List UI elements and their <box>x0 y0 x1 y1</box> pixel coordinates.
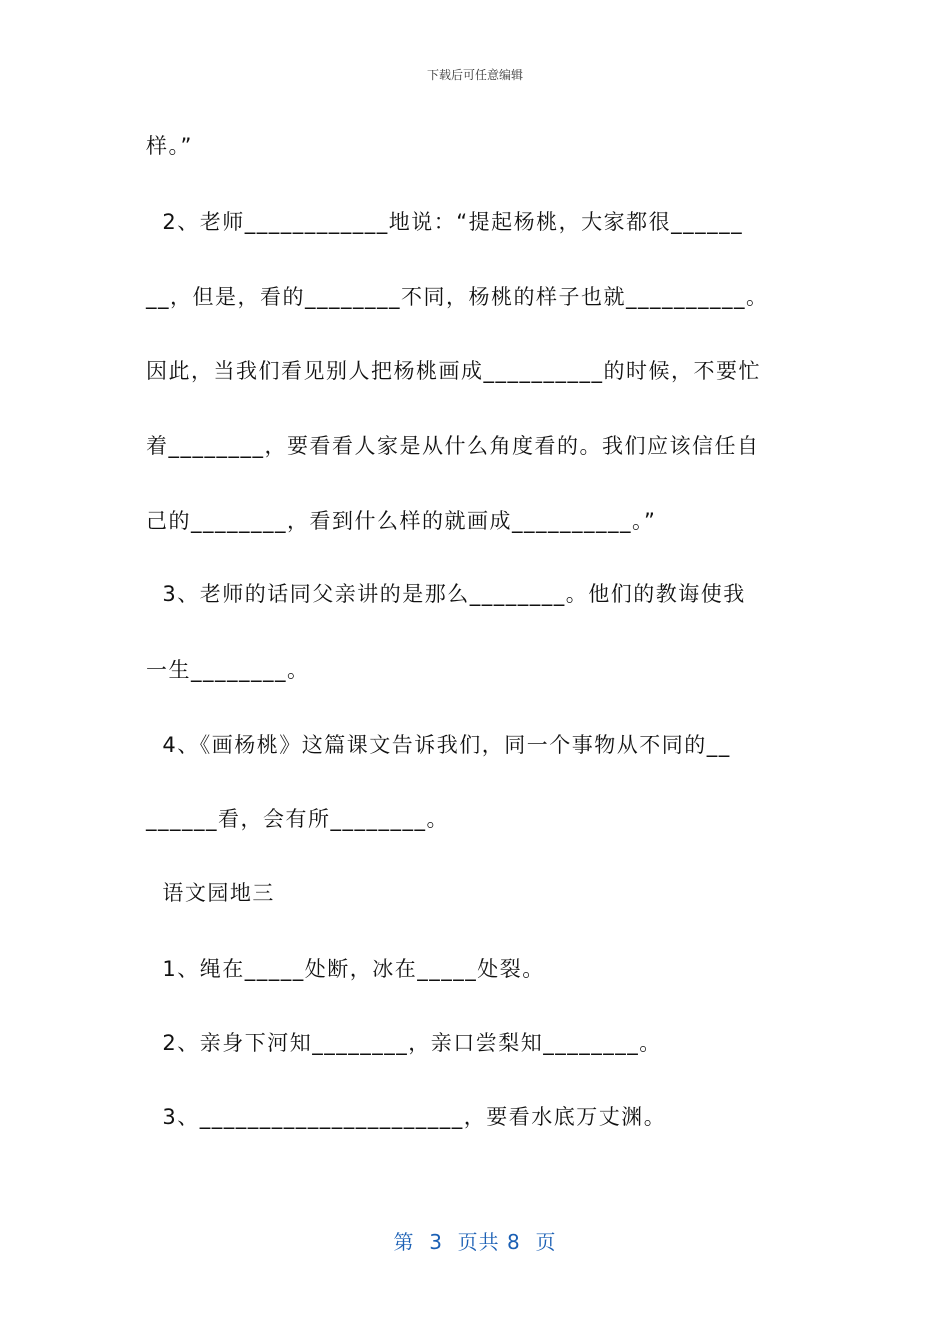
question-3-line-1: 3、老师的话同父亲讲的是那么________。他们的教诲使我 <box>146 582 746 606</box>
text-line: 样。” <box>146 134 193 158</box>
proverb-2: 2、亲身下河知________，亲口尝梨知________。 <box>146 1031 662 1055</box>
question-2-line-5: 己的________，看到什么样的就画成__________。” <box>146 509 657 533</box>
question-4-line-1: 4、《画杨桃》这篇课文告诉我们，同一个事物从不同的__ <box>146 733 731 757</box>
question-4-line-2: ______看，会有所________。 <box>146 807 449 831</box>
section-heading: 语文园地三 <box>146 881 275 905</box>
question-2-line-4: 着________，要看看人家是从什么角度看的。我们应该信任自 <box>146 434 760 458</box>
question-2-line-3: 因此，当我们看见别人把杨桃画成__________的时候，不要忙 <box>146 359 761 383</box>
proverb-1: 1、绳在_____处断，冰在_____处裂。 <box>146 957 545 981</box>
page-header: 下载后可任意编辑 <box>426 68 523 82</box>
question-2-line-1: 2、老师____________地说：“提起杨桃，大家都很______ <box>146 210 744 234</box>
question-2-line-2: __，但是，看的________不同，杨桃的样子也就__________。 <box>146 285 769 309</box>
page-footer: 第 3 页共 8 页 <box>393 1230 557 1254</box>
question-3-line-2: 一生________。 <box>146 658 310 682</box>
proverb-3: 3、______________________，要看水底万丈渊。 <box>146 1105 667 1129</box>
